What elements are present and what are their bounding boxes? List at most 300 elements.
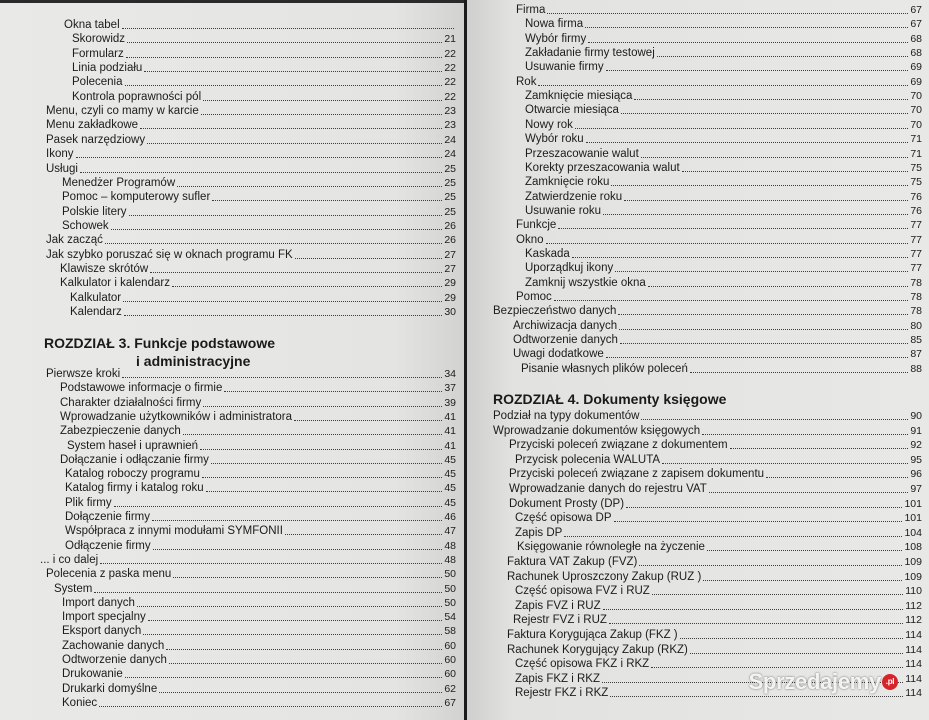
toc-entry-page-number: 27: [444, 262, 456, 275]
toc-entry-title: Formularz: [72, 47, 124, 60]
dot-leader: [547, 13, 908, 14]
toc-entry-page-number: 78: [910, 291, 922, 303]
toc-entry-page-number: 114: [905, 672, 922, 685]
toc-entry-page-number: 45: [444, 482, 456, 495]
toc-entry: [509, 496, 922, 511]
toc-entry-title: Zatwierdzenie roku: [525, 190, 623, 203]
toc-entry-title: Dołączanie i odłączanie firmy: [60, 453, 209, 466]
toc-entry: [525, 45, 922, 60]
toc-entry-page-number: 112: [905, 614, 922, 627]
dot-leader: [634, 99, 908, 100]
toc-entry-page-number: 29: [444, 291, 456, 304]
toc-entry: [62, 638, 456, 653]
toc-entry: [515, 598, 922, 613]
toc-entry-page-number: 60: [444, 639, 456, 652]
toc-entry-page-number: 26: [444, 219, 456, 232]
toc-entry: [65, 523, 456, 538]
dot-leader: [80, 172, 442, 173]
toc-entry-title: Kontrola poprawności pól: [72, 90, 202, 103]
dot-leader: [554, 300, 909, 301]
toc-entry: [62, 652, 456, 667]
toc-entry-page-number: 37: [444, 382, 456, 395]
toc-entry-page-number: 96: [910, 468, 922, 481]
toc-entry-title: Drukarki domyślne: [62, 682, 158, 695]
chapter-3-line-1: ROZDZIAŁ 3. Funkcje podstawowe: [44, 335, 276, 351]
dot-leader: [140, 128, 442, 129]
toc-entry: [46, 146, 456, 161]
dot-leader: [125, 85, 443, 86]
toc-entry: [65, 538, 456, 553]
dot-leader: [126, 57, 443, 58]
toc-entry: [509, 481, 922, 496]
toc-entry: [72, 60, 456, 75]
toc-entry-title: Usuwanie roku: [525, 204, 602, 217]
dot-leader: [169, 663, 442, 664]
toc-entry-page-number: 54: [444, 611, 456, 624]
toc-entry: [525, 189, 922, 204]
toc-entry-title: Faktura VAT Zakup (FVZ): [507, 556, 638, 568]
dot-leader: [212, 200, 442, 201]
toc-entry: [525, 160, 922, 175]
toc-entry: [493, 408, 922, 423]
toc-entry-page-number: 41: [444, 439, 456, 452]
toc-entry: [525, 260, 922, 275]
toc-entry-title: Koniec: [62, 696, 98, 709]
dot-leader: [610, 696, 903, 697]
toc-entry-page-number: 67: [910, 4, 922, 16]
toc-entry-title: Kalkulator: [70, 291, 122, 304]
dot-leader: [200, 449, 442, 450]
toc-entry: [516, 289, 922, 304]
toc-entry-title: Współpraca z innymi modułami SYMFONII: [65, 525, 283, 538]
toc-entry-page-number: 69: [910, 75, 922, 88]
toc-entry-page-number: 41: [444, 425, 456, 438]
toc-entry-title: System: [54, 582, 93, 595]
dot-leader: [707, 550, 903, 551]
toc-entry-page-number: 78: [910, 305, 922, 318]
toc-entry-page-number: 22: [444, 76, 456, 89]
dot-leader: [147, 143, 442, 144]
toc-entry-page-number: 62: [444, 682, 456, 695]
dot-leader: [585, 27, 908, 28]
toc-entry-page-number: 101: [904, 512, 922, 525]
toc-entry-title: Katalog roboczy programu: [65, 468, 200, 481]
toc-entry-title: Przyciski poleceń związane z dokumentem: [509, 439, 728, 452]
toc-entry: [62, 609, 456, 624]
dot-leader: [172, 286, 442, 287]
toc-entry-title: Rachunek Uproszczony Zakup (RUZ ): [507, 570, 702, 583]
dot-leader: [662, 463, 908, 464]
toc-entry-title: Menedżer Programów: [62, 176, 176, 189]
toc-entry-page-number: 108: [904, 541, 922, 554]
chapter-3-line-2: i administracyjne: [136, 353, 251, 369]
toc-entry-title: Księgowanie równoległe na życzenie: [517, 541, 705, 554]
dot-leader: [614, 521, 903, 522]
toc-entry-page-number: 47: [444, 525, 456, 538]
toc-entry-page-number: 25: [444, 205, 456, 218]
dot-leader: [546, 243, 909, 244]
toc-entry-title: Zamknięcie miesiąca: [525, 90, 633, 103]
toc-entry-title: Plik firmy: [65, 496, 112, 509]
dot-leader: [588, 42, 908, 43]
toc-entry-title: Zapis FKZ i RKZ: [515, 672, 600, 685]
dot-leader: [564, 536, 902, 537]
dot-leader: [202, 477, 442, 478]
dot-leader: [206, 491, 443, 492]
toc-entry-page-number: 58: [444, 625, 456, 638]
toc-entry-page-number: 77: [910, 262, 922, 275]
toc-entry: [515, 510, 922, 525]
toc-entry-page-number: 22: [444, 47, 456, 60]
dot-leader: [105, 243, 442, 244]
dot-leader: [166, 649, 442, 650]
toc-entry-page-number: 25: [444, 191, 456, 204]
dot-leader: [609, 623, 903, 624]
toc-entry: [509, 437, 922, 452]
dot-leader: [538, 85, 908, 86]
dot-leader: [558, 228, 908, 229]
dot-leader: [137, 606, 442, 607]
dot-leader: [295, 258, 443, 259]
toc-entry-page-number: 77: [910, 219, 922, 232]
toc-entry-title: Polecenia: [72, 76, 123, 89]
toc-entry-title: System haseł i uprawnień: [67, 439, 199, 452]
dot-leader: [123, 301, 442, 302]
dot-leader: [122, 377, 442, 378]
toc-entry-title: Pisanie własnych plików poleceń: [521, 362, 688, 375]
toc-entry-page-number: 114: [905, 687, 922, 700]
toc-entry: [525, 146, 922, 161]
toc-entry-title: Pierwsze kroki: [46, 368, 121, 380]
toc-entry: [60, 380, 456, 395]
dot-leader: [603, 214, 908, 215]
toc-entry-page-number: 85: [910, 334, 922, 347]
toc-entry-title: Pasek narzędziowy: [46, 133, 146, 146]
dot-leader: [639, 565, 902, 566]
toc-entry: [525, 246, 922, 261]
dot-leader: [152, 520, 442, 521]
toc-entry-title: Kalkulator i kalendarz: [60, 277, 170, 290]
toc-entry-page-number: 70: [910, 104, 922, 117]
toc-entry-title: Odłączenie firmy: [65, 539, 151, 552]
toc-entry: [516, 2, 922, 17]
toc-entry-title: Wprowadzanie dokumentów księgowych: [493, 424, 701, 437]
dot-leader: [100, 563, 442, 564]
toc-entry: [62, 623, 456, 638]
toc-entry-title: Podział na typy dokumentów: [493, 410, 640, 422]
dot-leader: [619, 329, 908, 330]
toc-entry-page-number: 45: [444, 496, 456, 509]
toc-entry-page-number: 114: [905, 629, 922, 641]
toc-entry-title: Import danych: [62, 596, 135, 609]
dot-leader: [285, 534, 442, 535]
toc-entry: [72, 89, 456, 104]
toc-entry-title: Wybór roku: [525, 133, 584, 146]
toc-entry: [525, 16, 922, 31]
toc-entry-page-number: 45: [444, 453, 456, 466]
dot-leader: [177, 186, 442, 187]
toc-entry-page-number: 114: [905, 643, 922, 656]
dot-leader: [603, 609, 904, 610]
toc-entry: [516, 232, 922, 247]
toc-entry: [46, 161, 456, 176]
toc-entry-page-number: 41: [444, 410, 456, 423]
toc-entry: [62, 595, 456, 610]
toc-entry-page-number: 77: [910, 233, 922, 246]
toc-entry-page-number: 67: [444, 696, 456, 709]
dot-leader: [690, 653, 903, 654]
toc-entry-title: Eksport danych: [62, 625, 142, 638]
toc-entry-title: Przycisk polecenia WALUTA: [515, 453, 661, 466]
toc-entry-title: Jak szybko poruszać się w oknach programu FK: [46, 248, 293, 261]
toc-entry-page-number: 92: [910, 439, 922, 452]
dot-leader: [129, 215, 443, 216]
toc-entry: [70, 290, 456, 305]
toc-entry-page-number: 78: [910, 276, 922, 289]
toc-entry-title: Polskie litery: [62, 205, 127, 218]
toc-entry-page-number: 112: [905, 599, 922, 612]
dot-leader: [173, 577, 442, 578]
toc-entry-title: Funkcje: [516, 219, 557, 232]
dot-leader: [730, 448, 909, 449]
toc-entry-page-number: 69: [910, 61, 922, 74]
toc-entry-title: Usuwanie firmy: [525, 61, 604, 74]
dot-leader: [144, 71, 442, 72]
toc-entry-page-number: 48: [444, 553, 456, 566]
chapter-4-line: ROZDZIAŁ 4. Dokumenty księgowe: [493, 391, 727, 407]
toc-entry-title: Rejestr FVZ i RUZ: [513, 614, 607, 627]
toc-entry-page-number: 24: [444, 148, 456, 161]
toc-entry-title: Zapis DP: [515, 526, 563, 539]
toc-entry-page-number: 90: [910, 410, 922, 422]
toc-entry: [517, 539, 922, 554]
dot-leader: [615, 271, 908, 272]
toc-entry-title: Zakładanie firmy testowej: [525, 47, 655, 60]
dot-leader: [572, 257, 909, 258]
toc-entry-title: Drukowanie: [62, 668, 123, 681]
toc-entry: [72, 31, 456, 46]
toc-entry-title: Nowy rok: [525, 118, 573, 131]
toc-entry: [493, 303, 922, 318]
toc-entry: [513, 346, 922, 361]
toc-entry-title: Bezpieczeństwo danych: [493, 305, 617, 318]
toc-entry: [62, 175, 456, 190]
toc-entry-page-number: 46: [444, 511, 456, 523]
dot-leader: [124, 315, 443, 316]
toc-entry-title: Otwarcie miesiąca: [525, 104, 619, 117]
toc-entry-title: Okno: [516, 233, 544, 246]
toc-entry-page-number: 27: [444, 248, 456, 261]
toc-entry: [525, 88, 922, 103]
toc-entry-page-number: 101: [904, 497, 922, 510]
toc-entry: [46, 366, 456, 381]
toc-entry-title: Kalendarz: [70, 306, 122, 318]
toc-entry-page-number: 109: [904, 570, 922, 583]
toc-entry-page-number: 22: [444, 90, 456, 103]
toc-entry-title: Część opisowa DP: [515, 512, 612, 525]
toc-entry-title: Część opisowa FVZ i RUZ: [515, 585, 650, 598]
toc-entry: [62, 695, 456, 710]
toc-entry-page-number: 110: [905, 585, 922, 598]
toc-entry-page-number: 67: [910, 18, 922, 31]
chapter-3-heading: [44, 334, 275, 370]
toc-entry: [62, 681, 456, 696]
toc-entry-title: Zapis FVZ i RUZ: [515, 599, 601, 612]
watermark-dot-icon: .pl: [882, 674, 898, 690]
toc-entry-title: Rejestr FKZ i RKZ: [515, 687, 609, 700]
toc-entry-title: Import specjalny: [62, 611, 146, 624]
toc-entry-title: Uwagi dodatkowe: [513, 348, 604, 361]
toc-entry: [65, 480, 456, 495]
toc-entry: [46, 247, 456, 262]
toc-entry: [515, 525, 922, 540]
dot-leader: [657, 56, 909, 57]
toc-entry-title: Wprowadzanie danych do rejestru VAT: [509, 483, 707, 495]
toc-entry: [493, 423, 922, 438]
dot-leader: [111, 229, 443, 230]
toc-entry-page-number: 114: [905, 658, 922, 671]
toc-entry: [60, 423, 456, 438]
dot-leader: [652, 594, 903, 595]
toc-entry: [46, 103, 456, 118]
right-page: [467, 0, 929, 720]
toc-entry: [525, 117, 922, 132]
toc-entry-title: Zachowanie danych: [62, 639, 165, 652]
toc-entry: [525, 131, 922, 146]
toc-entry-page-number: 50: [444, 596, 456, 609]
toc-entry-page-number: 68: [910, 47, 922, 60]
toc-entry-page-number: 48: [444, 539, 456, 552]
toc-entry: [525, 59, 922, 74]
toc-entry-page-number: 50: [444, 568, 456, 581]
toc-entry-title: Kaskada: [525, 247, 570, 260]
toc-entry-title: Wybór firmy: [525, 32, 587, 45]
toc-entry: [525, 203, 922, 218]
dot-leader: [153, 549, 443, 550]
watermark-text: Sprzedajemy: [748, 669, 881, 694]
toc-entry-title: Linia podziału: [72, 62, 143, 75]
dot-leader: [150, 272, 442, 273]
toc-entry-title: Klawisze skrótów: [60, 262, 149, 275]
toc-entry-title: Dołączenie firmy: [65, 511, 150, 523]
dot-leader: [680, 638, 904, 639]
toc-entry: [60, 395, 456, 410]
dot-leader: [224, 391, 442, 392]
toc-entry: [525, 102, 922, 117]
toc-entry: [507, 627, 922, 642]
toc-entry-title: Charakter działalności firmy: [60, 396, 202, 409]
toc-entry: [46, 566, 456, 581]
toc-entry: [62, 204, 456, 219]
toc-entry: [46, 117, 456, 132]
toc-entry-title: Rok: [516, 75, 537, 88]
toc-entry-page-number: 34: [444, 368, 456, 380]
dot-leader: [143, 634, 442, 635]
dot-leader: [620, 343, 908, 344]
toc-entry-page-number: 30: [444, 306, 456, 318]
toc-entry-page-number: 71: [910, 133, 922, 146]
toc-entry-title: Menu zakładkowe: [46, 119, 139, 132]
toc-entry: [509, 466, 922, 481]
toc-entry-page-number: 75: [910, 176, 922, 189]
toc-entry: [525, 275, 922, 290]
dot-leader: [690, 372, 908, 373]
toc-entry-title: Zamknięcie roku: [525, 176, 610, 189]
toc-entry: [60, 261, 456, 276]
toc-entry-page-number: 95: [910, 453, 922, 466]
toc-entry: [70, 304, 456, 319]
toc-entry: [513, 332, 922, 347]
toc-entry-title: Odtworzenie danych: [513, 334, 618, 347]
toc-entry-title: Zamknij wszystkie okna: [525, 276, 646, 289]
toc-entry: [62, 189, 456, 204]
toc-entry: [62, 666, 456, 681]
toc-entry: [54, 581, 456, 596]
dot-leader: [624, 200, 908, 201]
toc-entry-page-number: 87: [910, 348, 922, 361]
toc-entry-page-number: 25: [444, 176, 456, 189]
toc-entry-title: Archiwizacja danych: [513, 319, 618, 332]
toc-entry: [62, 218, 456, 233]
dot-leader: [575, 128, 908, 129]
toc-entry: [515, 452, 922, 467]
toc-entry-title: Katalog firmy i katalog roku: [65, 482, 204, 495]
dot-leader: [99, 706, 442, 707]
toc-entry-page-number: 109: [904, 556, 922, 568]
dot-leader: [127, 42, 442, 43]
toc-entry: [525, 174, 922, 189]
toc-entry: [72, 74, 456, 89]
dot-leader: [626, 507, 902, 508]
dot-leader: [114, 506, 443, 507]
toc-entry-page-number: 60: [444, 668, 456, 681]
dot-leader: [703, 580, 902, 581]
toc-entry-title: Odtworzenie danych: [62, 654, 167, 666]
dot-leader: [159, 692, 442, 693]
toc-entry-page-number: 104: [904, 526, 922, 539]
toc-entry-page-number: 88: [910, 362, 922, 375]
dot-leader: [611, 185, 908, 186]
dot-leader: [641, 419, 908, 420]
dot-leader: [621, 113, 908, 114]
toc-entry: [65, 495, 456, 510]
toc-entry: [60, 409, 456, 424]
dot-leader: [648, 286, 909, 287]
toc-entry-title: Podstawowe informacje o firmie: [60, 382, 223, 395]
toc-entry-page-number: 76: [910, 204, 922, 217]
toc-entry-title: Okna tabel: [64, 19, 120, 31]
toc-entry-page-number: 23: [444, 119, 456, 132]
dot-leader: [122, 28, 454, 29]
dot-leader: [183, 434, 442, 435]
toc-entry: [521, 361, 922, 376]
toc-entry-page-number: 70: [910, 90, 922, 103]
dot-leader: [618, 314, 908, 315]
toc-entry-title: Skorowidz: [72, 33, 126, 46]
toc-entry: [46, 232, 456, 247]
toc-entry-page-number: 29: [444, 277, 456, 290]
toc-entry-title: Ikony: [46, 148, 74, 161]
toc-entry: [516, 217, 922, 232]
page-top-edge: [0, 0, 464, 3]
toc-entry: [515, 583, 922, 598]
toc-entry-title: Przeszacowanie walut: [525, 147, 639, 160]
dot-leader: [148, 620, 443, 621]
dot-leader: [606, 70, 909, 71]
toc-entry: [64, 17, 456, 32]
watermark: [749, 669, 899, 695]
toc-entry: [65, 509, 456, 524]
